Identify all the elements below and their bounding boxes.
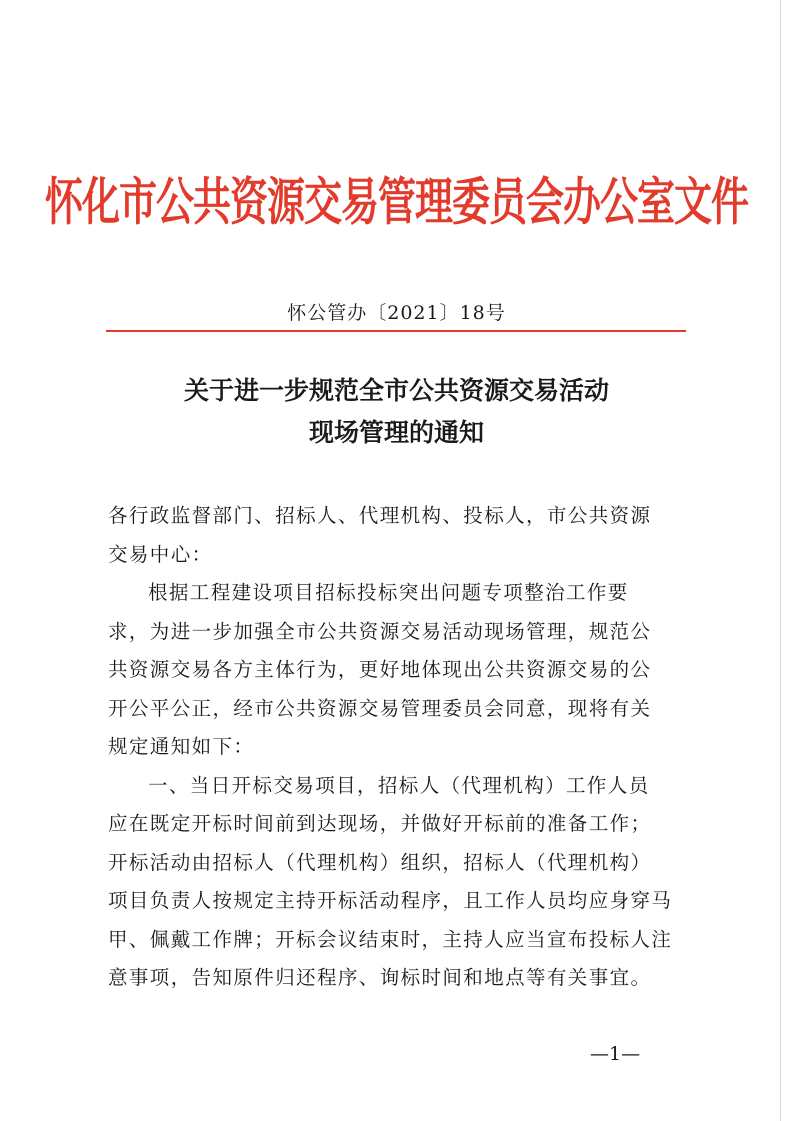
body-line-paragraph-1-start: 根据工程建设项目招标投标突出问题专项整治工作要 [148,581,629,604]
body-line-salutation: 各行政监督部门、招标人、代理机构、投标人，市公共资源 [108,504,652,527]
body-line: 开公平公正，经市公共资源交易管理委员会同意，现将有关 [108,696,652,720]
notice-body [108,497,688,998]
body-line-item-1-start: 一、当日开标交易项目，招标人（代理机构）工作人员 [148,773,650,797]
body-line: 共资源交易各方主体行为，更好地体现出公共资源交易的公 [108,658,652,681]
red-separator-rule [106,330,686,332]
body-line: 开标活动由招标人（代理机构）组织，招标人（代理机构） [108,850,652,874]
subject-line-1: 关于进一步规范全市公共资源交易活动 [183,376,609,405]
body-line-salutation-cont: 交易中心： [108,542,213,566]
body-line: 应在既定开标时间前到达现场，并做好开标前的准备工作； [108,812,652,835]
body-line: 意事项，告知原件归还程序、询标时间和地点等有关事宜。 [108,966,652,989]
body-line: 甲、佩戴工作牌；开标会议结束时，主持人应当宣布投标人注 [108,927,673,951]
subject-line-2: 现场管理的通知 [308,418,484,447]
notice-subject [0,370,793,454]
body-line: 项目负责人按规定主持开标活动程序，且工作人员均应身穿马 [108,889,673,912]
page-number: —1— [590,1043,641,1065]
body-line: 求，为进一步加强全市公共资源交易活动现场管理，规范公 [108,619,652,643]
issuing-office-title: 怀化市公共资源交易管理委员会办公室文件 [44,172,748,232]
body-line: 规定通知如下： [108,735,255,758]
document-number: 怀公管办〔2021〕18号 [287,302,506,324]
